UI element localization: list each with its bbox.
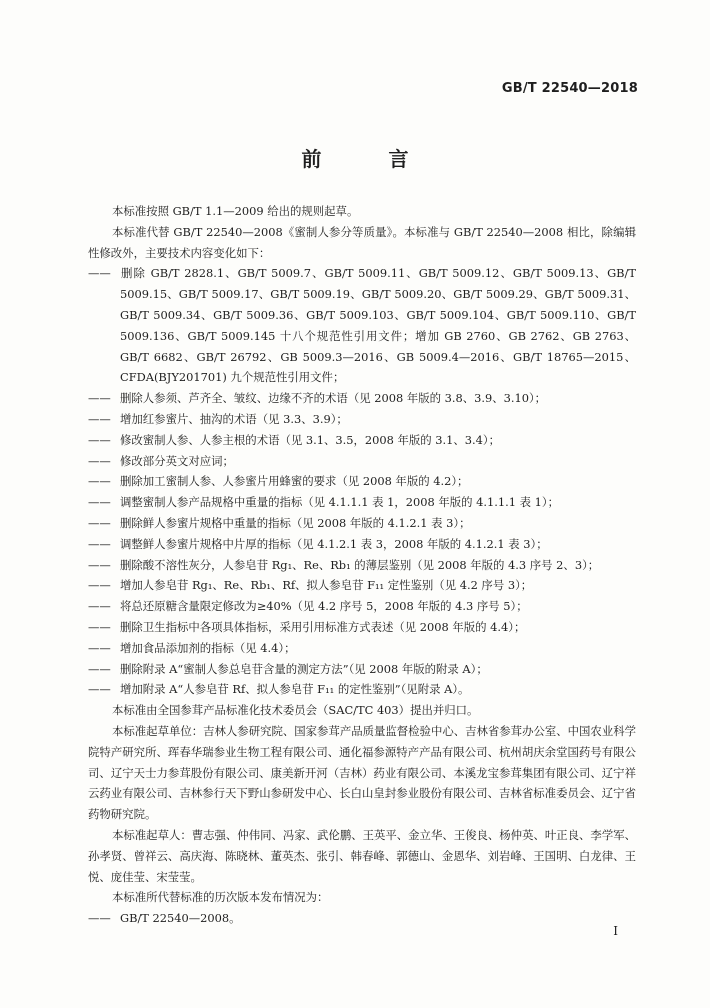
dash-marker: —— [88,495,111,510]
dash-marker: —— [88,557,111,572]
dash-marker: —— [88,619,111,634]
list-item-text: 删除加工蜜制人参、人参蜜片用蜂蜜的要求（见 2008 年版的 4.2）； [120,474,469,489]
list-item-text: 删除鲜人参蜜片规格中重量的指标（见 2008 年版的 4.1.2.1 表 3）； [120,515,471,530]
list-item [88,492,636,513]
changes-list [88,263,636,700]
paragraph: 本标准按照 GB/T 1.1—2009 给出的规则起草。 [112,204,359,218]
list-item-text: 增加附录 A“人参皂苷 Rf、拟人参皂苷 F₁₁ 的定性鉴别”（见附录 A）。 [120,682,470,697]
list-item [88,679,636,700]
paragraph: 本标准代替 GB/T 22540—2008《蜜制人参分等质量》。本标准与 GB/T 22540—2008 相比，除编辑性修改外，主要技术内容变化如下： [88,224,636,260]
dash-marker: —— [88,432,111,447]
list-item [88,263,636,388]
dash-marker: —— [88,453,111,468]
list-item-text: 删除 GB/T 2828.1、GB/T 5009.7、GB/T 5009.11、GB/T 5009.12、GB/T 5009.13、GB/T 5009.15、GB/T 5009.17、GB/T 5009.19、GB/T 5009.20、GB/T 5009.29、GB/T 5009.31、GB/T 5009.34、GB/T 5009.36、GB/T 5009.103、GB/T 5009.104、GB/T 5009.110、GB/T 5009.136、GB/T 5009.145 十八个规范性引用文件；增加 GB 2760、GB 2762、GB 2763、GB/T 6682、GB/T 26792、GB 5009.3—2016、GB 5009.4—2016、GB/T 18765—2015、CFDA(BJY201701) 九个规范性引用文件； [120,266,636,385]
dash-marker: —— [88,411,111,426]
list-item [88,596,636,617]
dash-marker: —— [88,911,111,926]
list-item-text: 修改蜜制人参、人参主根的术语（见 3.1、3.5，2008 年版的 3.1、3.4）； [120,432,500,447]
dash-marker: —— [88,515,111,530]
list-item [88,451,636,472]
list-item [88,430,636,451]
list-item [88,638,636,659]
list-item [88,575,636,596]
page-title: 前 言 [301,147,439,171]
dash-marker: —— [88,536,111,551]
list-item [88,409,636,430]
foreword-body [88,201,636,929]
history-list [88,908,636,929]
list-item [88,471,636,492]
paragraph: 本标准由全国参茸产品标准化技术委员会（SAC/TC 403）提出并归口。 [112,703,479,718]
list-item-text: 增加红参蜜片、抽沟的术语（见 3.3、3.9）； [120,411,348,426]
dash-marker: —— [88,661,111,676]
list-item [88,659,636,680]
list-item-text: 调整蜜制人参产品规格中重量的指标（见 4.1.1.1 表 1，2008 年版的 4.1.1.1 表 1）； [120,495,559,510]
list-item-text: 删除附录 A“蜜制人参总皂苷含量的测定方法”（见 2008 年版的附录 A）； [120,661,488,676]
dash-marker: —— [88,266,111,281]
list-item-text: 增加人参皂苷 Rg₁、Re、Rb₁、Rf、拟人参皂苷 F₁₁ 定性鉴别（见 4.2 序号 3）； [120,578,533,593]
list-item-text: 增加食品添加剂的指标（见 4.4）； [120,640,296,655]
list-item [88,388,636,409]
list-item-text: 删除酸不溶性灰分，人参皂苷 Rg₁、Re、Rb₁ 的薄层鉴别（见 2008 年版的 4.3 序号 2、3）； [120,557,600,572]
list-item-text: GB/T 22540—2008。 [120,911,241,926]
paragraph: 本标准起草人：曹志强、仲伟同、冯家、武伦鹏、王英平、金立华、王俊良、杨仲英、叶正良、李学军、孙孝贤、曾祥云、高庆海、陈晓林、董英杰、张引、韩春峰、郭德山、金恩华、刘岩峰、王国明、白龙律、王悦、庞佳莹、宋莹莹。 [88,827,636,884]
list-item-text: 将总还原糖含量限定修改为≥40%（见 4.2 序号 5，2008 年版的 4.3 序号 5）； [120,599,528,614]
list-item-text: 调整鲜人参蜜片规格中片厚的指标（见 4.1.2.1 表 3，2008 年版的 4.1.2.1 表 3）； [120,536,548,551]
dash-marker: —— [88,391,111,406]
list-item [88,617,636,638]
paragraph: 本标准起草单位：吉林人参研究院、国家参茸产品质量监督检验中心、吉林省参茸办公室、中国农业科学院特产研究所、珲春华瑞参业生物工程有限公司、通化福参源特产产品有限公司、杭州胡庆余堂国药号有限公司、辽宁天士力参茸股份有限公司、康美新开河（吉林）药业有限公司、本溪龙宝参茸集团有限公司、辽宁祥云药业有限公司、吉林参行天下野山参研发中心、长白山皇封参业股份有限公司、吉林省标准委员会、辽宁省药物研究院。 [88,723,636,822]
list-item [88,534,636,555]
paragraph: 本标准所代替标准的历次版本发布情况为： [112,890,329,905]
list-item-text: 删除人参须、芦齐全、皱纹、边缘不齐的术语（见 2008 年版的 3.8、3.9、3.10）； [120,391,547,406]
document-code: GB/T 22540—2018 [501,81,638,96]
dash-marker: —— [88,640,111,655]
list-item [88,555,636,576]
page-number: I [613,924,618,938]
dash-marker: —— [88,599,111,614]
dash-marker: —— [88,682,111,697]
dash-marker: —— [88,474,111,489]
list-item-text: 删除卫生指标中各项具体指标，采用引用标准方式表述（见 2008 年版的 4.4）； [120,619,526,634]
list-item-text: 修改部分英文对应词； [120,453,234,468]
dash-marker: —— [88,578,111,593]
list-item [88,908,636,929]
list-item [88,513,636,534]
